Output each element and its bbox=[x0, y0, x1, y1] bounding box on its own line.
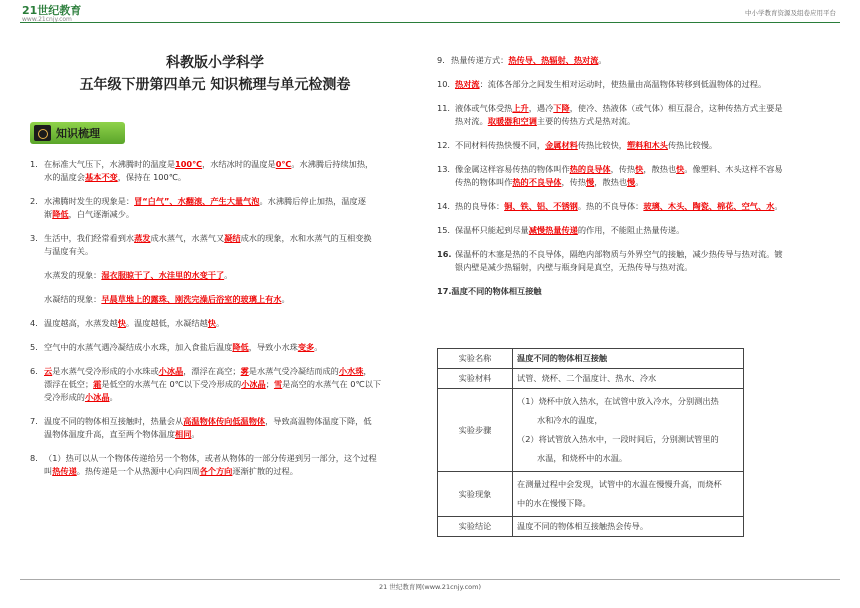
item-3-condensation: 水凝结的现象：早晨草地上的露珠、刚洗完澡后浴室的玻璃上有水。 bbox=[44, 294, 290, 304]
item-8: 8. （1）热可以从一个物体传递给另一个物体，或者从物体的一部分传递到另一部分，这个过程 bbox=[30, 453, 377, 463]
doc-subtitle: 五年级下册第四单元 知识梳理与单元检测卷 bbox=[79, 77, 351, 93]
experiment-table bbox=[437, 348, 744, 537]
item-3: 3. 生活中，我们经常看到水蒸发成水蒸气，水蒸气又凝结成水的现象，水和水蒸气的互相变换 bbox=[30, 233, 372, 243]
header-divider bbox=[20, 22, 840, 23]
item-2: 2. 水沸腾时发生的现象是：冒“白气”、水翻滚、产生大量气泡。水沸腾后停止加热，温度逐 bbox=[30, 196, 366, 206]
doc-title: 科教版小学科学 bbox=[166, 55, 264, 71]
item-14: 14. 热的良导体：铜、铁、铝、不锈钢。热的不良导体：玻璃、木头、陶瓷、棉花、空气、水。 bbox=[437, 201, 783, 211]
item-13: 13. 像金属这样容易传热的物体叫作热的良导体，传热快，散热也快。像塑料、木头这样不容易 bbox=[437, 164, 783, 174]
section-badge: 知识梳理 bbox=[30, 122, 125, 144]
item-4: 4. 温度越高，水蒸发越快。温度越低，水凝结越快。 bbox=[30, 318, 225, 328]
footer-text: 21 世纪教育网(www.21cnjy.com) bbox=[379, 583, 481, 591]
right-column: 9. 热量传递方式：热传导、热辐射、热对流。 10. 热对流：流体各部分之间发生相对运动时，使热量由高温物体转移到低温物体的过程。 11. 液体或气体受热上升，遇冷下降，使冷、热液体（或气体）相互混合，这种传热方式主要是 热对流。取暖器和空调主要的传热方式是热对流。 12. 不同材料传热快慢不同，金属材料传热比较快，塑料和木头传热比较慢。 13. 像金属这样容易传热的物体叫作热的良导体，传热快，散热也快。像塑料、木头这样不容易 传热的物体叫作热的不良导体，传热慢，散热也慢。 14. 热的良导体：铜、铁、铝、不锈钢。热的不良导体：玻璃、木头、陶瓷、棉花、空气、水。 15. 保温杯只能起到尽量减慢热量传递的作用，不能阻止热量传递。 16. 保温杯的木塞是热的不良导体，隔绝内部物质与外界空气的接触，减少热传导与热对流。镀 银内壁是减少热辐射，内壁与瓶身间是真空，无热传导与热对流。 17.温度不同的物体相互接触 bbox=[437, 54, 837, 298]
item-6: 6. 云是水蒸气受冷形成的小水珠或小冰晶，漂浮在高空；雾是水蒸气受冷凝结而成的小水珠， bbox=[30, 366, 372, 376]
item-3-evaporation: 水蒸发的现象：湿衣服晾干了、水洼里的水变干了。 bbox=[44, 270, 233, 280]
table-row: 实验现象 在测量过程中会发现，试管中的水温在慢慢升高，而烧杯 中的水在慢慢下降。 bbox=[438, 472, 744, 517]
table-row: 实验材料 试管、烧杯、二个温度计、热水、冷水 bbox=[438, 369, 744, 389]
item-9: 9. 热量传递方式：热传导、热辐射、热对流。 bbox=[437, 55, 607, 65]
item-15: 15. 保温杯只能起到尽量减慢热量传递的作用，不能阻止热量传递。 bbox=[437, 225, 685, 235]
item-10: 10. 热对流：流体各部分之间发生相对运动时，使热量由高温物体转移到低温物体的过程。 bbox=[437, 79, 767, 89]
table-row: 实验步骤 （1）烧杯中放入热水，在试管中放入冷水，分别测出热 水和冷水的温度， （2）将试管放入热水中，一段时间后，分别测试管里的 水温，和烧杯中的水温。 bbox=[438, 389, 744, 472]
item-16: 16. 保温杯的木塞是热的不良导体，隔绝内部物质与外界空气的接触，减少热传导与热对流。镀 bbox=[437, 249, 783, 259]
lightbulb-icon bbox=[34, 125, 51, 141]
left-column: 1. 在标准大气压下，水沸腾时的温度是100℃，水结冰时的温度是0℃。水沸腾后持续加热， 水的温度会基本不变，保持在 100℃。 2. 水沸腾时发生的现象是：冒“白气”、水翻滚、产生大量气泡。水沸腾后停止加热，温度逐 渐降低，白气逐渐减少。 3. 生活中，我们经常看到水蒸发成水蒸气，水蒸气又凝结成水的现象，水和水蒸气的互相变换 与温度有关。 水蒸发的现象：湿衣服晾干了、水洼里的水变干了。 水凝结的现象：早晨草地上的露珠、刚洗完澡后浴室的玻璃上有水。 4. 温度越高，水蒸发越快。温度越低，水凝结越快。 5. 空气中的水蒸气遇冷凝结成小水珠，加入食盐后温度降低，导致小水珠变多。 6. 云是水蒸气受冷形成的小水珠或小冰晶，漂浮在高空；雾是水蒸气受冷凝结而成的小水珠， 漂浮在低空；霜是低空的水蒸气在 0℃以下受冷形成的小冰晶；雪是高空的水蒸气在 0℃以下 受冷形成的小冰晶。 7. 温度不同的物体相互接触时，热量会从高温物体传向低温物体，导致高温物体温度下降，低 温物体温度升高，直至两个物体温度相同。 8. （1）热可以从一个物体传递给另一个物体，或者从物体的一部分传递到另一部分，这个过程 叫热传递。热传递是一个从热源中心向四周各个方向逐渐扩散的过程。 bbox=[30, 158, 430, 478]
footer-divider bbox=[20, 579, 840, 580]
item-5: 5. 空气中的水蒸气遇冷凝结成小水珠，加入食盐后温度降低，导致小水珠变多。 bbox=[30, 342, 323, 352]
site-logo: 21世纪教育 www.21cnjy.com bbox=[22, 4, 82, 23]
item-17: 17.温度不同的物体相互接触 bbox=[437, 286, 542, 296]
item-12: 12. 不同材料传热快慢不同，金属材料传热比较快，塑料和木头传热比较慢。 bbox=[437, 140, 718, 150]
header-platform-text: 中小学教育资源及组卷应用平台 bbox=[745, 9, 836, 17]
table-row: 实验结论 温度不同的物体相互接触热会传导。 bbox=[438, 517, 744, 537]
item-1: 1. 在标准大气压下，水沸腾时的温度是100℃，水结冰时的温度是0℃。水沸腾后持续加热， bbox=[30, 159, 374, 169]
table-row: 实验名称 温度不同的物体相互接触 bbox=[438, 349, 744, 369]
item-11: 11. 液体或气体受热上升，遇冷下降，使冷、热液体（或气体）相互混合，这种传热方式主要是 bbox=[437, 103, 783, 113]
item-7: 7. 温度不同的物体相互接触时，热量会从高温物体传向低温物体，导致高温物体温度下降，低 bbox=[30, 416, 372, 426]
